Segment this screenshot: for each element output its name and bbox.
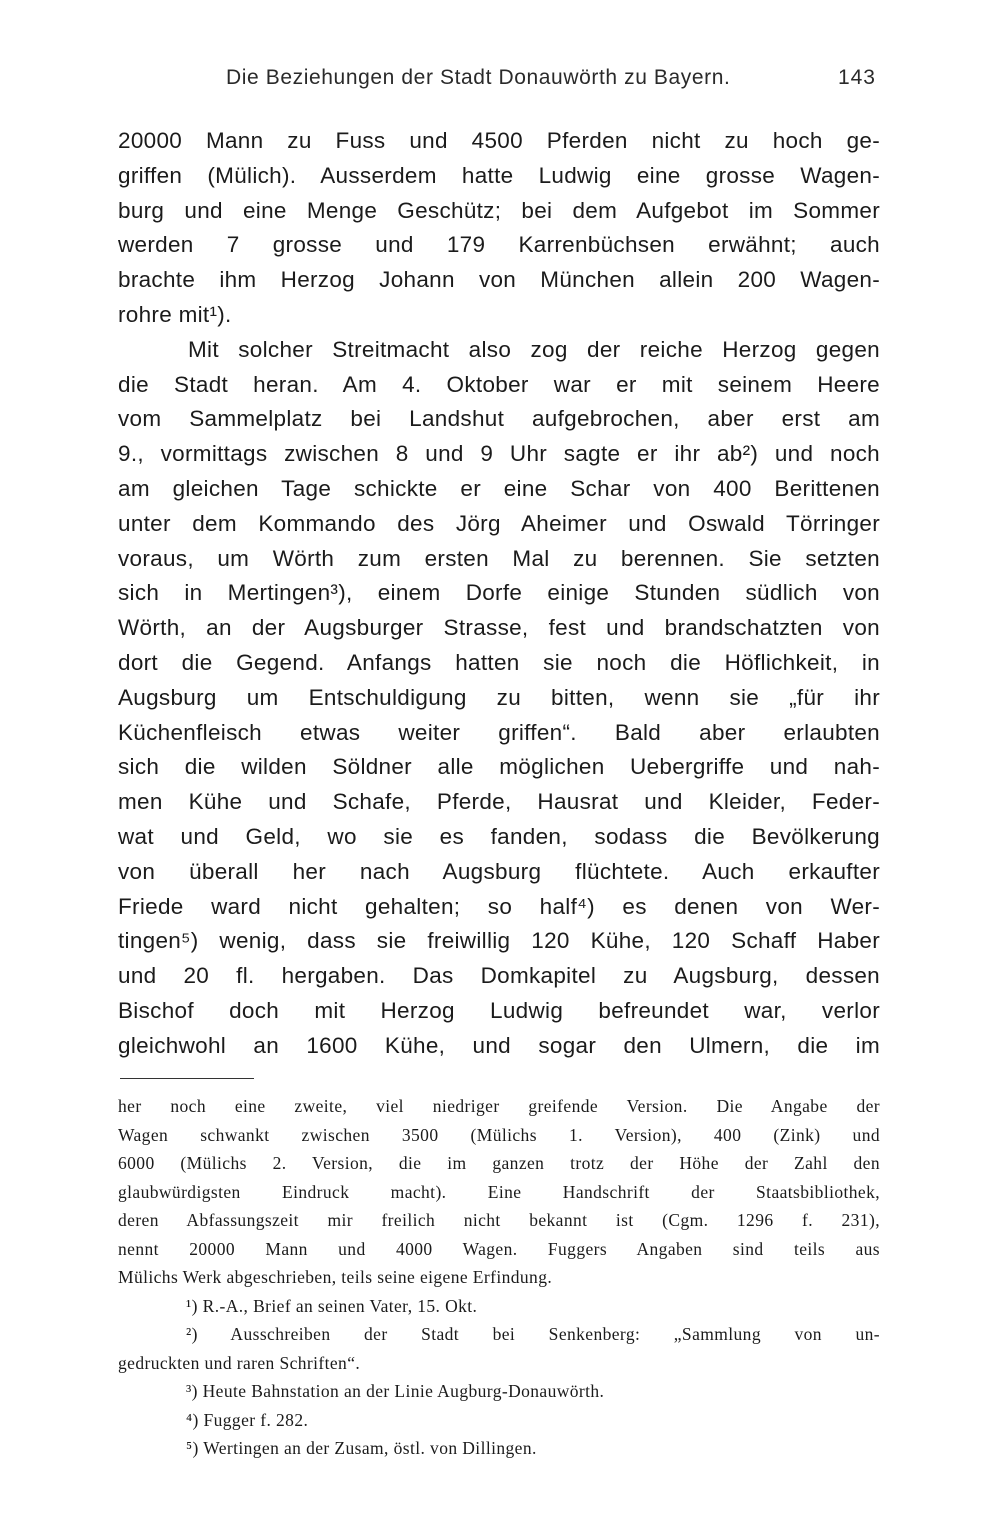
page-number: 143 xyxy=(837,66,876,89)
body-line: werden 7 grosse und 179 Karrenbüchsen erwähnt; auch xyxy=(118,232,880,258)
body-line: griffen (Mülich). Ausserdem hatte Ludwig eine grosse Wagen- xyxy=(118,162,880,188)
body-line: Küchenfleisch etwas weiter griffen“. Bald aber erlaubten xyxy=(118,719,880,745)
footnote-divider xyxy=(120,1078,254,1079)
footnote-line: Mülichs Werk abgeschrieben, teils seine eigene Erfindung. xyxy=(118,1267,553,1287)
footnote-2: ²) Ausschreiben der Stadt bei Senkenberg: „Sammlung von un- xyxy=(186,1324,880,1344)
footnote-line: Wagen schwankt zwischen 3500 (Mülichs 1. Version), 400 (Zink) und xyxy=(118,1124,880,1145)
running-title: Die Beziehungen der Stadt Donauwörth zu Bayern. xyxy=(226,66,731,89)
body-line: Friede ward nicht gehalten; so half⁴) es denen von Wer- xyxy=(118,893,880,919)
body-line: 20000 Mann zu Fuss und 4500 Pferden nicht zu hoch ge- xyxy=(118,128,880,153)
footnote-line: deren Abfassungszeit mir freilich nicht bekannt ist (Cgm. 1296 f. 231), xyxy=(118,1210,880,1230)
body-line: gleichwohl an 1600 Kühe, und sogar den Ulmern, die im xyxy=(118,1032,880,1058)
body-line: tingen⁵) wenig, dass sie freiwillig 120 Kühe, 120 Schaff Haber xyxy=(118,928,880,954)
footnote-line: glaubwürdigsten Eindruck macht). Eine Handschrift der Staatsbibliothek, xyxy=(118,1181,880,1202)
body-line: sich in Mertingen³), einem Dorfe einige Stunden südlich von xyxy=(118,580,880,606)
footnotes xyxy=(118,1092,880,1463)
body-line: men Kühe und Schafe, Pferde, Hausrat und Kleider, Feder- xyxy=(118,789,880,815)
running-head xyxy=(118,66,880,96)
body-text xyxy=(118,124,880,1064)
body-line: sich die wilden Söldner alle möglichen Uebergriffe und nah- xyxy=(118,754,880,780)
body-line: brachte ihm Herzog Johann von München allein 200 Wagen- xyxy=(118,267,880,293)
body-line: die Stadt heran. Am 4. Oktober war er mit seinem Heere xyxy=(118,371,880,397)
body-line: von überall her nach Augsburg flüchtete. Auch erkaufter xyxy=(118,858,880,884)
body-line: wat und Geld, wo sie es fanden, sodass die Bevölkerung xyxy=(118,823,880,849)
footnote-line: gedruckten und raren Schriften“. xyxy=(118,1352,361,1373)
body-line: Mit solcher Streitmacht also zog der reiche Herzog gegen xyxy=(188,336,880,362)
body-line: am gleichen Tage schickte er eine Schar von 400 Berittenen xyxy=(118,475,880,501)
body-line: und 20 fl. hergaben. Das Domkapitel zu Augsburg, dessen xyxy=(118,963,880,989)
body-line: rohre mit¹). xyxy=(118,301,232,327)
body-line: Bischof doch mit Herzog Ludwig befreundet war, verlor xyxy=(118,997,880,1023)
footnote-line: her noch eine zweite, viel niedriger greifende Version. Die Angabe der xyxy=(118,1096,880,1116)
footnote-line: 6000 (Mülichs 2. Version, die im ganzen trotz der Höhe der Zahl den xyxy=(118,1153,880,1173)
body-line: Wörth, an der Augsburger Strasse, fest und brandschatzten von xyxy=(118,615,880,641)
body-line: voraus, um Wörth zum ersten Mal zu berennen. Sie setzten xyxy=(118,545,880,571)
body-line: unter dem Kommando des Jörg Aheimer und Oswald Törringer xyxy=(118,510,880,536)
footnote-line: nennt 20000 Mann und 4000 Wagen. Fuggers Angaben sind teils aus xyxy=(118,1238,880,1259)
body-line: 9., vormittags zwischen 8 und 9 Uhr sagte er ihr ab²) und noch xyxy=(118,441,880,467)
body-line: dort die Gegend. Anfangs hatten sie noch die Höflichkeit, in xyxy=(118,649,880,675)
footnote-1: ¹) R.-A., Brief an seinen Vater, 15. Okt. xyxy=(186,1295,478,1316)
footnote-3: ³) Heute Bahnstation an der Linie Augburg-Donauwörth. xyxy=(186,1381,605,1401)
footnote-4: ⁴) Fugger f. 282. xyxy=(186,1409,309,1430)
body-line: vom Sammelplatz bei Landshut aufgebrochen, aber erst am xyxy=(118,406,880,432)
footnote-5: ⁵) Wertingen an der Zusam, östl. von Dillingen. xyxy=(186,1438,537,1458)
body-line: burg und eine Menge Geschütz; bei dem Aufgebot im Sommer xyxy=(118,197,880,223)
body-line: Augsburg um Entschuldigung zu bitten, wenn sie „für ihr xyxy=(118,684,880,710)
